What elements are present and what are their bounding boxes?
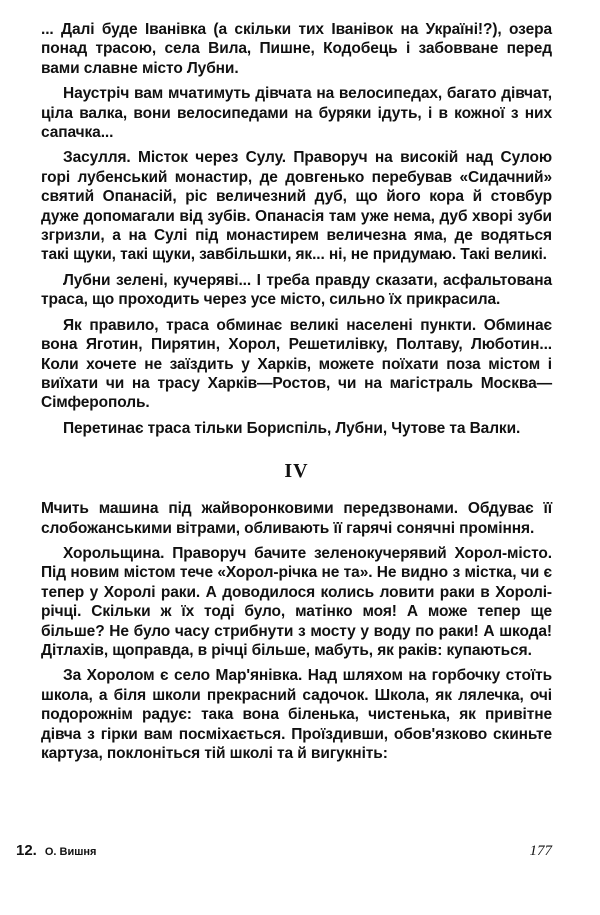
paragraph: Як правило, траса обминає великі населені пункти. Обминає вона Яготин, Пирятин, Хорол, Решетилівку, Полтаву, Люботин... Коли хочете не заїздить у Харків, можете поїхати поза містом і виїхати чи на трасу Харків—Ростов, чи на магістраль Москва—Сімферополь. [41, 316, 552, 412]
page-number: 177 [529, 843, 552, 859]
paragraph: ... Далі буде Іванівка (а скільки тих Іванівок на Україні!?), озера понад трасою, села Вила, Пишне, Кодобець і забовване перед вами славне місто Лубни. [41, 21, 552, 77]
text-block-bottom [41, 499, 552, 763]
paragraph: Хорольщина. Праворуч бачите зеленокучерявий Хорол-місто. Під новим містом тече «Хорол-річка не та». Не видно з містка, чи є тепер у Хоролі раки. А доводилося колись ловити раки в Хоролі-річці. Скільки ж їх тоді було, матінко моя! А може тепер ще більше? Не було часу стрибнути з мосту у воду по раки! А шкода! Дітлахів, щоправда, в річці більше, мабуть, як раків: купаються. [41, 544, 552, 659]
paragraph: Лубни зелені, кучеряві... І треба правду сказати, асфальтована траса, що проходить через усе місто, сильно їх прикрасила. [41, 271, 552, 309]
text-block-top [41, 20, 552, 438]
paragraph: Наустріч вам мчатимуть дівчата на велосипедах, багато дівчат, ціла валка, вони велосипедами на буряки ідуть, і в кожної з них сапачка... [41, 85, 552, 142]
paragraph: Перетинає траса тільки Бориспіль, Лубни, Чутове та Валки. [63, 419, 521, 437]
paragraph: Мчить машина під жайворонковими передзвонами. Обдуває її слобожанськими вітрами, обливають її гарячі сонячні проміння. [41, 500, 552, 537]
section-heading: IV [284, 460, 309, 483]
paragraph: Засулля. Місток через Сулу. Праворуч на високій над Сулою горі лубенський монастир, де довгенько перебував «Сидачний» святий Опанасій, ріс величезний дуб, що його кора й стовбур дуже допомагали від зубів. Опанасія там уже нема, дуб хворі зуби згризли, а на Сулі під монастирем величезна яма, де водяться такі щуки, такі щуки, завбільшки, як... ні, не придумаю. Такі великі. [41, 149, 552, 264]
signature-author: О. Вишня [44, 846, 97, 858]
signature-number: 12. [16, 842, 37, 859]
page-footer [16, 842, 552, 860]
paragraph: За Хоролом є село Мар'янівка. Над шляхом на горбочку стоїть школа, а біля школи прекрасний садочок. Школа, як лялечка, очі подорожнім радує: така вона біленька, чистенька, як привітне дівча з гірки вам посміхається. Проїздивши, обов'язково скиньте картуза, поклоніться тій школі та й вигукніть: [41, 667, 552, 762]
